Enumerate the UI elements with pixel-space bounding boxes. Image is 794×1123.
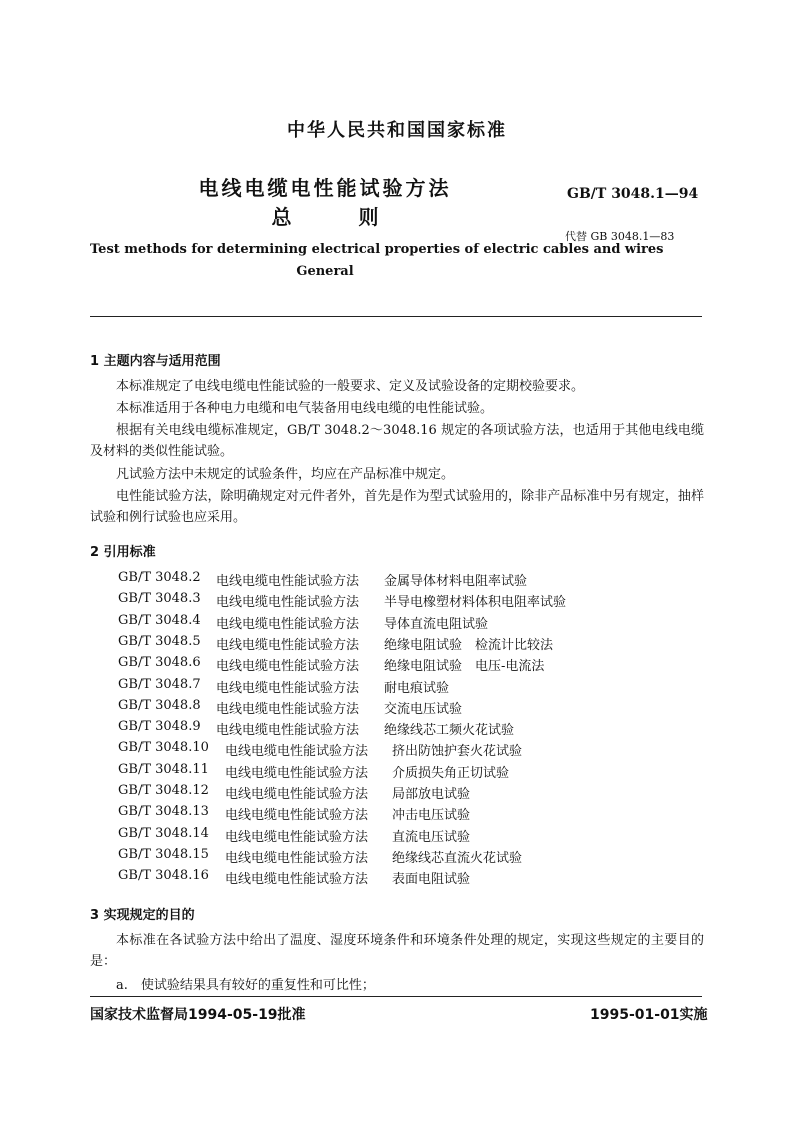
reference-code: GB/T 3048.2 [118,570,201,585]
section-1-paragraph: 本标准适用于各种电力电缆和电气装备用电线电缆的电性能试验。 [116,401,494,416]
section-2-heading: 2 引用标准 [90,545,156,560]
reference-name: 绝缘电阻试验 检流计比较法 [384,638,554,653]
reference-name: 绝缘线芯直流火花试验 [392,851,523,866]
reference-code: GB/T 3048.11 [118,762,209,777]
reference-code: GB/T 3048.9 [118,719,201,734]
reference-code: GB/T 3048.13 [118,804,209,819]
section-3-paragraph: 本标准在各试验方法中给出了温度、湿度环境条件和环境条件处理的规定，实现这些规定的主要目的是： [90,933,704,969]
reference-name: 半导电橡塑材料体积电阻率试验 [384,595,567,610]
reference-title: 电线电缆电性能试验方法 [225,830,369,845]
reference-name: 绝缘线芯工频火花试验 [384,723,515,738]
replaces-standard: 代替 GB 3048.1—83 [565,230,675,243]
reference-code: GB/T 3048.6 [118,655,201,670]
section-1-paragraph: 凡试验方法中未规定的试验条件，均应在产品标准中规定。 [116,467,455,482]
english-subtitle: General [296,264,354,279]
reference-code: GB/T 3048.7 [118,677,201,692]
english-title: Test methods for determining electrical properties of electric cables and wires [90,242,664,257]
standard-number: GB/T 3048.1—94 [567,186,699,202]
reference-title: 电线电缆电性能试验方法 [216,702,360,717]
reference-name: 金属导体材料电阻率试验 [384,574,528,589]
reference-title: 电线电缆电性能试验方法 [216,681,360,696]
reference-title: 电线电缆电性能试验方法 [225,851,369,866]
reference-name: 导体直流电阻试验 [384,617,489,632]
reference-title: 电线电缆电性能试验方法 [225,787,369,802]
reference-code: GB/T 3048.14 [118,826,209,841]
reference-code: GB/T 3048.15 [118,847,209,862]
document-subtitle: 总 则 [271,205,379,229]
reference-name: 挤出防蚀护套火花试验 [392,744,523,759]
reference-title: 电线电缆电性能试验方法 [216,723,360,738]
section-1-paragraph: 根据有关电线电缆标准规定，GB/T 3048.2～3048.16 规定的各项试验方法，也适用于其他电线电缆及材料的类似性能试验。 [90,423,704,459]
reference-code: GB/T 3048.4 [118,613,201,628]
reference-title: 电线电缆电性能试验方法 [225,872,369,887]
reference-name: 耐电痕试验 [384,681,450,696]
section-1-paragraph: 本标准规定了电线电缆电性能试验的一般要求、定义及试验设备的定期校验要求。 [116,379,585,394]
reference-code: GB/T 3048.10 [118,740,209,755]
reference-code: GB/T 3048.3 [118,591,201,606]
section-1-heading: 1 主题内容与适用范围 [90,354,221,369]
reference-name: 绝缘电阻试验 电压-电流法 [384,659,545,674]
reference-code: GB/T 3048.8 [118,698,201,713]
list-item-a: a. 使试验结果具有较好的重复性和可比性； [116,978,375,993]
reference-title: 电线电缆电性能试验方法 [225,766,369,781]
reference-code: GB/T 3048.5 [118,634,201,649]
reference-title: 电线电缆电性能试验方法 [225,808,369,823]
reference-name: 介质损失角正切试验 [392,766,510,781]
country-standard-header: 中华人民共和国国家标准 [287,120,507,141]
approval-date: 国家技术监督局1994-05-19批准 [90,1007,306,1023]
section-1-paragraph: 电性能试验方法，除明确规定对元件者外，首先是作为型式试验用的，除非产品标准中另有规定，抽样试验和例行试验也应采用。 [90,489,704,525]
reference-title: 电线电缆电性能试验方法 [216,617,360,632]
reference-title: 电线电缆电性能试验方法 [216,638,360,653]
reference-name: 表面电阻试验 [392,872,471,887]
reference-code: GB/T 3048.16 [118,868,209,883]
reference-title: 电线电缆电性能试验方法 [216,659,360,674]
reference-code: GB/T 3048.12 [118,783,209,798]
reference-title: 电线电缆电性能试验方法 [225,744,369,759]
section-3-heading: 3 实现规定的目的 [90,908,195,923]
reference-name: 交流电压试验 [384,702,463,717]
effective-date: 1995-01-01实施 [590,1007,708,1023]
reference-name: 冲击电压试验 [392,808,471,823]
reference-name: 直流电压试验 [392,830,471,845]
footer-divider [90,996,702,997]
header-divider [90,316,702,317]
document-title: 电线电缆电性能试验方法 [198,176,452,200]
reference-name: 局部放电试验 [392,787,471,802]
reference-title: 电线电缆电性能试验方法 [216,574,360,589]
reference-title: 电线电缆电性能试验方法 [216,595,360,610]
